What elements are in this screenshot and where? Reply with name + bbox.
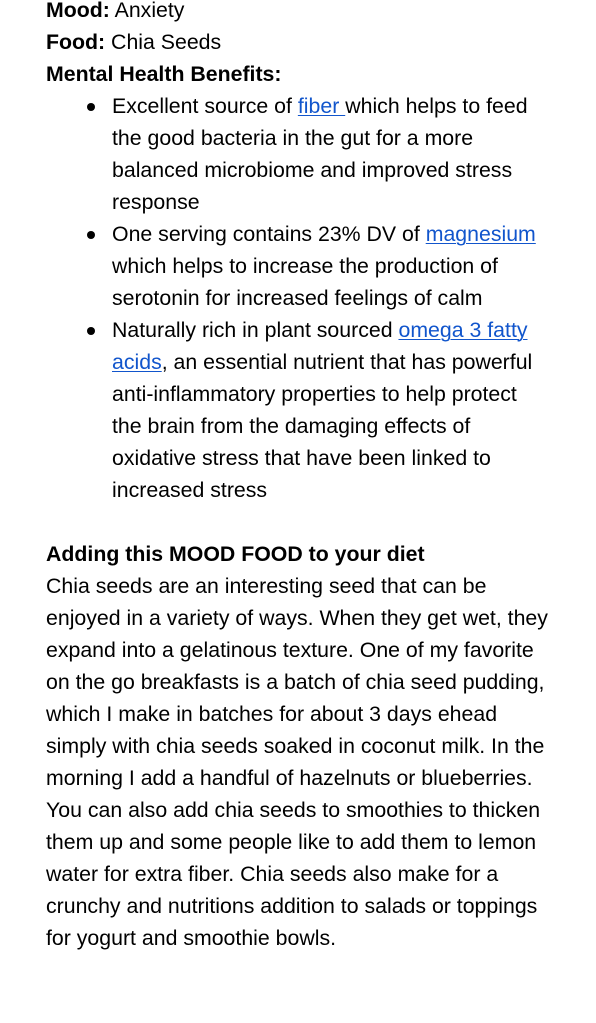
diet-heading: Adding this MOOD FOOD to your diet xyxy=(46,542,425,566)
fiber-link[interactable]: fiber xyxy=(297,94,346,118)
bullet-icon xyxy=(87,103,95,111)
benefit-text-post: , an essential nutrient that has powerful anti-inflammatory properties to help protect the brain from the damaging effects of oxidative stress that have been linked to increased stress xyxy=(112,350,533,502)
benefit-text-pre: One serving contains 23% DV of xyxy=(112,222,426,246)
section-spacer xyxy=(46,506,586,538)
mood-line xyxy=(46,0,586,26)
diet-paragraph: Chia seeds are an interesting seed that can be enjoyed in a variety of ways. When they get wet, they expand into a gelatinous texture. One of my favorite on the go breakfasts is a batch of chia seed pudding, which I make in batches for about 3 days ehead simply with chia seeds soaked in coconut milk. In the morning I add a handful of hazelnuts or blueberries. You can also add chia seeds to smoothies to thicken them up and some people like to add them to lemon water for extra fiber. Chia seeds also make for a crunchy and nutritions addition to salads or toppings for yogurt and smoothie bowls. xyxy=(46,574,548,950)
benefits-heading: Mental Health Benefits: xyxy=(46,62,282,86)
bullet-icon xyxy=(87,327,95,335)
food-line xyxy=(46,26,586,58)
list-item xyxy=(46,314,542,506)
list-item xyxy=(46,90,542,218)
omega-3-link[interactable]: omega 3 fatty acids xyxy=(112,318,528,374)
benefit-text-post: which helps to increase the production of serotonin for increased feelings of calm xyxy=(112,254,498,310)
mood-value: Anxiety xyxy=(109,0,185,22)
bullet-icon xyxy=(87,231,95,239)
magnesium-link[interactable]: magnesium xyxy=(425,222,536,246)
mood-label: Mood: xyxy=(46,0,110,22)
benefit-text-post: which helps to feed the good bacteria in the gut for a more balanced microbiome and improved stress response xyxy=(112,94,528,214)
benefits-list xyxy=(46,90,586,506)
document-body xyxy=(46,0,586,954)
benefit-text-pre: Excellent source of xyxy=(112,94,298,118)
food-value: Chia Seeds xyxy=(105,30,222,54)
list-item xyxy=(46,218,542,314)
food-label: Food: xyxy=(46,30,106,54)
benefit-text-pre: Naturally rich in plant sourced xyxy=(112,318,399,342)
